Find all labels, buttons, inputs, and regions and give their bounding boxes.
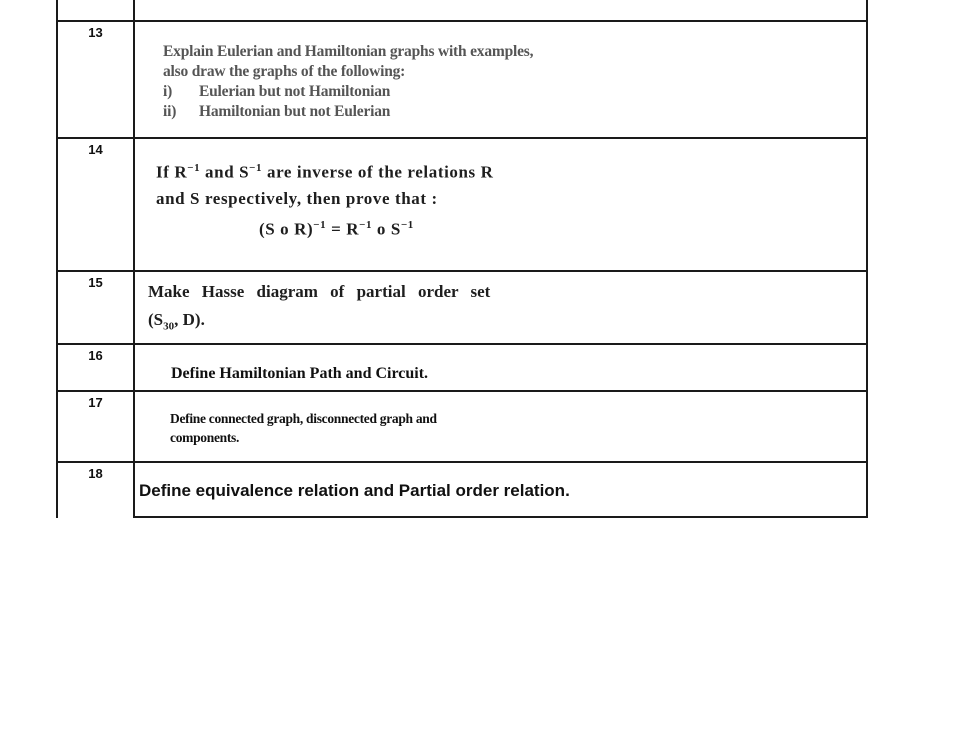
table-row-previous [56,0,868,20]
question-number: 17 [56,392,135,461]
question-text-cell [135,0,868,20]
table-row-q16 [56,343,868,390]
sub-item-text: Eulerian but not Hamiltonian [199,83,391,100]
sub-item-text: Hamiltonian but not Eulerian [199,103,391,120]
question-text: Define Hamiltonian Path and Circuit. [171,365,429,382]
question-line: also draw the graphs of the following: [163,63,406,80]
question-number: 13 [56,22,135,137]
question-text: Define equivalence relation and Partial order relation. [139,481,570,500]
question-text [148,278,490,340]
question-line: and S respectively, then prove that : [156,188,438,208]
sub-item [163,82,533,102]
question-number: 15 [56,272,135,343]
table-row-q18 [56,461,868,518]
question-line: Explain Eulerian and Hamiltonian graphs with examples, [163,43,534,60]
table-row-q14 [56,137,868,270]
question-text [170,409,437,447]
question-line: Define connected graph, disconnected graph and [170,411,437,426]
question-line: components. [170,430,240,445]
table-row-q17 [56,390,868,461]
sub-item [163,102,533,122]
sub-item-number: ii) [163,103,177,120]
question-text [156,155,494,242]
question-line: ($S_{30}$, D). [148,310,205,333]
question-number: 18 [56,463,135,518]
formula: (S o $R)^{-1} = R^{-1}$ o $S^{-1}$ [259,218,414,239]
question-text [163,42,533,122]
table-row-q15 [56,270,868,343]
sub-item-number: i) [163,83,173,100]
question-text-cell [135,22,868,137]
question-text-cell [135,463,868,518]
question-text-cell [135,139,868,270]
table-bottom-border [135,516,868,518]
question-line: Make Hasse diagram of partial order set [148,282,491,301]
question-text-cell [135,345,868,390]
question-number: 14 [56,139,135,270]
question-line: If $R^{-1}$ and $S^{-1}$ are inverse of the relations R [156,162,494,182]
table-row-q13 [56,20,868,137]
question-number-cell [56,0,135,20]
question-number: 16 [56,345,135,390]
question-text-cell [135,272,868,343]
question-text-cell [135,392,868,461]
